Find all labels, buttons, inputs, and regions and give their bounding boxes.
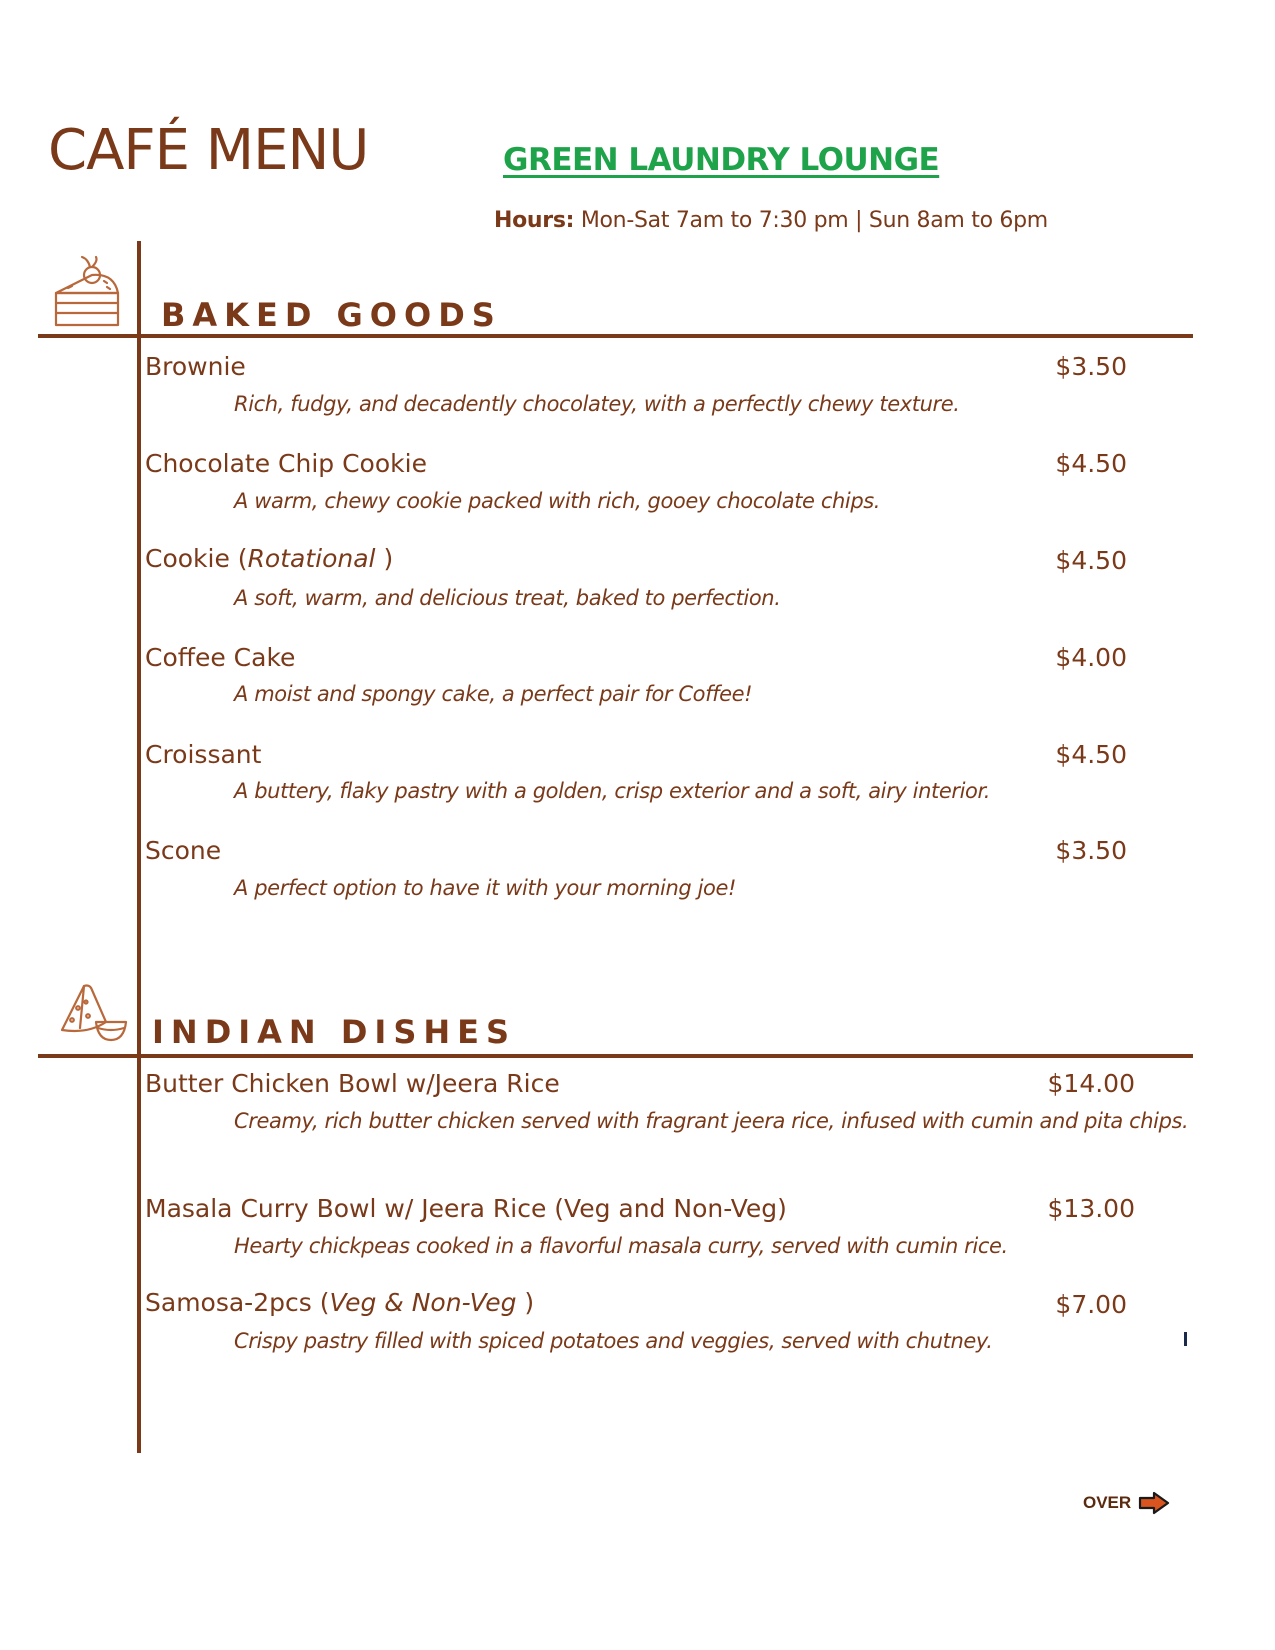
menu-item-description: A perfect option to have it with your morning joe! <box>234 876 737 900</box>
cafe-name-link[interactable]: GREEN LAUNDRY LOUNGE <box>503 142 940 178</box>
menu-item-price: $4.50 <box>1055 449 1127 478</box>
menu-item-description: A buttery, flaky pastry with a golden, crisp exterior and a soft, airy interior. <box>234 779 991 803</box>
cake-slice-icon <box>52 255 122 329</box>
menu-item-description: A moist and spongy cake, a perfect pair for Coffee! <box>234 682 753 706</box>
menu-item-price: $4.50 <box>1055 546 1127 575</box>
item-name-suffix: ) <box>375 544 394 573</box>
baked-goods-divider <box>38 334 1193 338</box>
item-name-suffix: ) <box>516 1288 535 1317</box>
menu-item-price: $3.50 <box>1055 836 1127 865</box>
menu-item-price: $7.00 <box>1055 1290 1127 1319</box>
over-label: OVER <box>1083 1493 1132 1512</box>
item-name-text: Samosa-2pcs ( <box>145 1288 330 1317</box>
baked-goods-heading: BAKED GOODS <box>161 296 502 334</box>
menu-item-name <box>145 544 393 573</box>
hours-value: Mon-Sat 7am to 7:30 pm | Sun 8am to 6pm <box>580 208 1048 233</box>
menu-item-description: Hearty chickpeas cooked in a flavorful masala curry, served with cumin rice. <box>234 1234 1008 1258</box>
hours-text <box>494 208 1048 233</box>
menu-item-name: Scone <box>145 836 222 865</box>
menu-title: CAFÉ MENU <box>48 118 369 183</box>
samosa-chutney-icon <box>58 982 130 1048</box>
text-cursor-mark <box>1184 1332 1187 1346</box>
menu-item-name: Chocolate Chip Cookie <box>145 449 427 478</box>
menu-item-name: Coffee Cake <box>145 643 296 672</box>
menu-item-price: $3.50 <box>1055 352 1127 381</box>
menu-item-description: Rich, fudgy, and decadently chocolatey, with a perfectly chewy texture. <box>234 392 960 416</box>
item-name-italic: Rotational <box>247 544 376 573</box>
menu-item-price: $14.00 <box>1047 1069 1135 1098</box>
menu-item-name: Croissant <box>145 740 262 769</box>
right-arrow-icon[interactable] <box>1138 1491 1170 1515</box>
menu-item-description: Crispy pastry filled with spiced potatoes and veggies, served with chutney. <box>234 1329 993 1353</box>
menu-item-price: $4.50 <box>1055 740 1127 769</box>
menu-item-description: A warm, chewy cookie packed with rich, gooey chocolate chips. <box>234 489 881 513</box>
indian-dishes-divider <box>38 1054 1193 1058</box>
item-name-text: Cookie ( <box>145 544 248 573</box>
menu-item-name: Masala Curry Bowl w/ Jeera Rice (Veg and Non-Veg) <box>145 1194 787 1223</box>
menu-item-price: $13.00 <box>1047 1194 1135 1223</box>
menu-item-description: Creamy, rich butter chicken served with fragrant jeera rice, infused with cumin and pita chips. <box>234 1109 1189 1133</box>
menu-item-name: Butter Chicken Bowl w/Jeera Rice <box>145 1069 560 1098</box>
menu-item-name <box>145 1288 534 1317</box>
hours-label: Hours: <box>494 208 575 233</box>
menu-item-price: $4.00 <box>1055 643 1127 672</box>
vertical-divider <box>137 241 141 1453</box>
item-name-italic: Veg & Non-Veg <box>329 1288 517 1317</box>
menu-item-description: A soft, warm, and delicious treat, baked to perfection. <box>234 586 781 610</box>
indian-dishes-heading: INDIAN DISHES <box>152 1013 517 1051</box>
menu-item-name: Brownie <box>145 352 246 381</box>
